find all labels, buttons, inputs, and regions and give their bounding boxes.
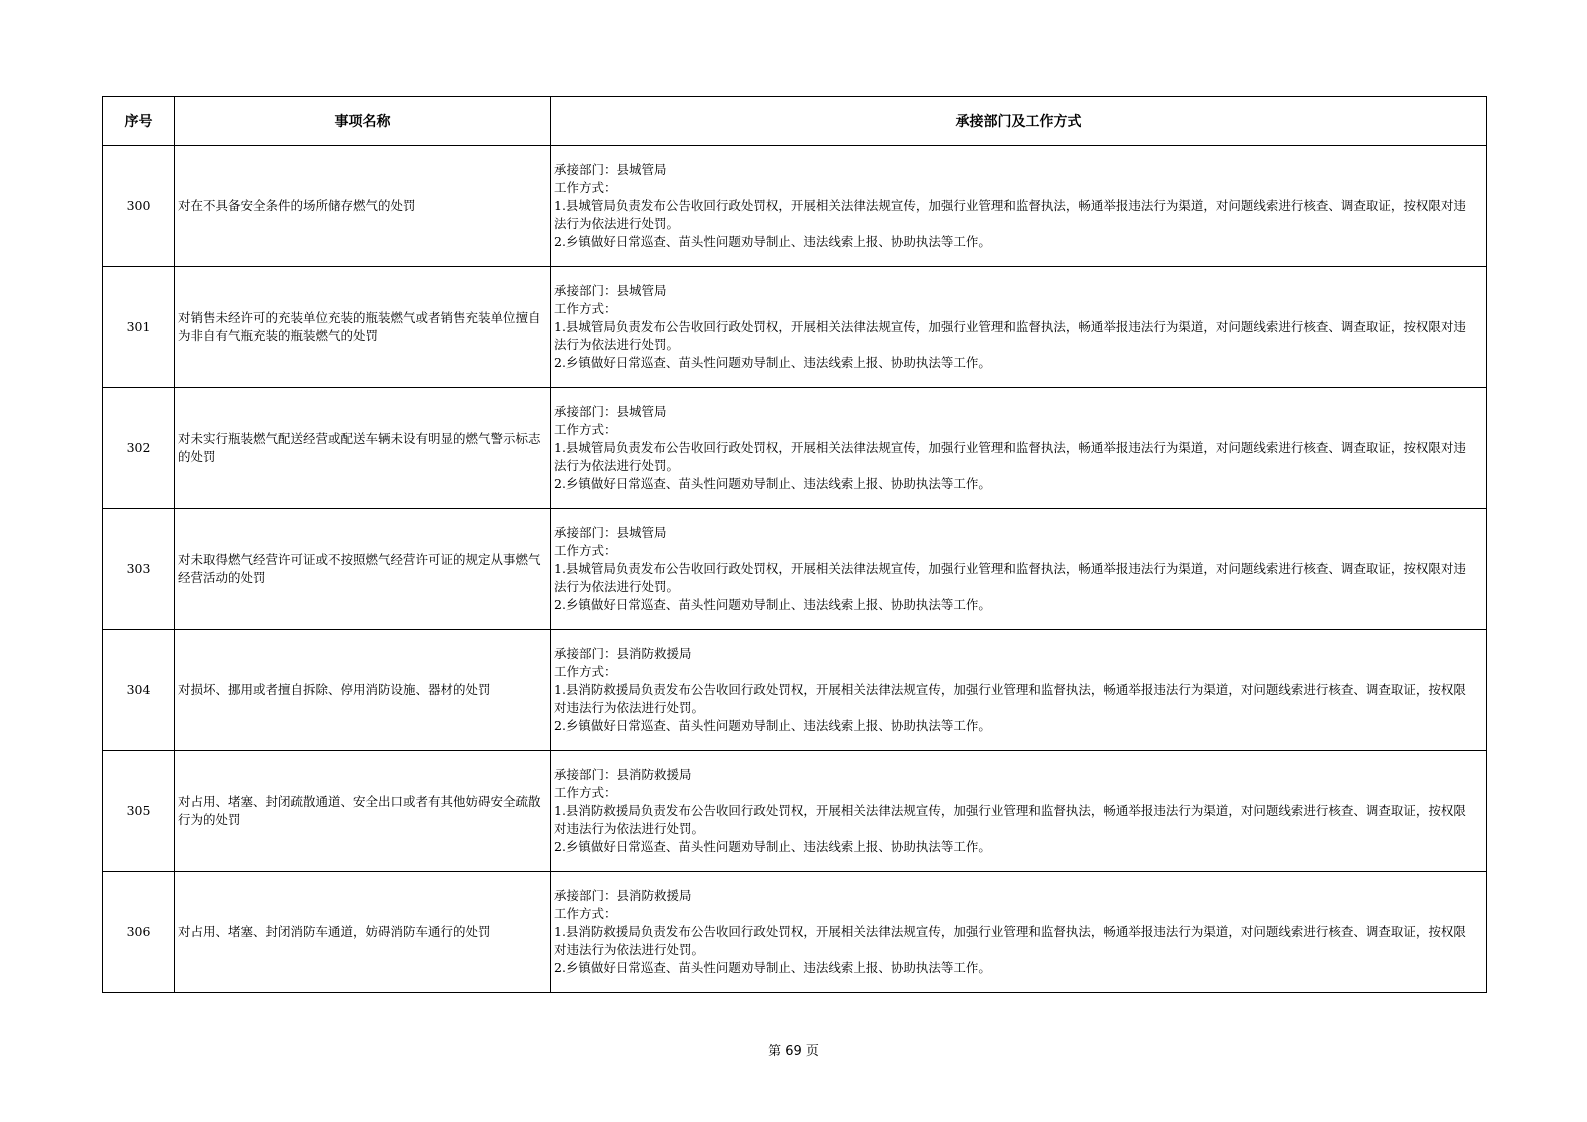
row-number: 302 bbox=[103, 388, 175, 509]
method-label: 工作方式： bbox=[554, 664, 617, 679]
item-name: 对未取得燃气经营许可证或不按照燃气经营许可证的规定从事燃气经营活动的处罚 bbox=[175, 509, 551, 630]
table-row bbox=[103, 751, 1487, 872]
method-item-2: 2.乡镇做好日常巡查、苗头性问题劝导制止、违法线索上报、协助执法等工作。 bbox=[554, 960, 991, 975]
method-label: 工作方式： bbox=[554, 906, 617, 921]
item-name: 对损坏、挪用或者擅自拆除、停用消防设施、器材的处罚 bbox=[175, 630, 551, 751]
method-label: 工作方式： bbox=[554, 180, 617, 195]
page-number: 第 69 页 bbox=[768, 1044, 819, 1059]
dept-line: 承接部门：县消防救援局 bbox=[554, 767, 692, 782]
table-row bbox=[103, 630, 1487, 751]
method-item-1: 1.县消防救援局负责发布公告收回行政处罚权，开展相关法律法规宣传，加强行业管理和监督执法，畅通举报违法行为渠道，对问题线索进行核查、调查取证，按权限对违法行为依法进行处罚。 bbox=[554, 924, 1466, 957]
method-label: 工作方式： bbox=[554, 301, 617, 316]
method-label: 工作方式： bbox=[554, 422, 617, 437]
header-name: 事项名称 bbox=[175, 97, 551, 146]
method-cell bbox=[551, 751, 1487, 872]
item-name: 对销售未经许可的充装单位充装的瓶装燃气或者销售充装单位擅自为非自有气瓶充装的瓶装燃气的处罚 bbox=[175, 267, 551, 388]
row-number: 305 bbox=[103, 751, 175, 872]
method-item-2: 2.乡镇做好日常巡查、苗头性问题劝导制止、违法线索上报、协助执法等工作。 bbox=[554, 476, 991, 491]
dept-line: 承接部门：县消防救援局 bbox=[554, 888, 692, 903]
method-item-2: 2.乡镇做好日常巡查、苗头性问题劝导制止、违法线索上报、协助执法等工作。 bbox=[554, 718, 991, 733]
method-item-1: 1.县城管局负责发布公告收回行政处罚权，开展相关法律法规宣传，加强行业管理和监督执法，畅通举报违法行为渠道，对问题线索进行核查、调查取证，按权限对违法行为依法进行处罚。 bbox=[554, 198, 1466, 231]
method-cell bbox=[551, 267, 1487, 388]
header-row bbox=[103, 97, 1487, 146]
row-number: 300 bbox=[103, 146, 175, 267]
method-item-1: 1.县城管局负责发布公告收回行政处罚权，开展相关法律法规宣传，加强行业管理和监督执法，畅通举报违法行为渠道，对问题线索进行核查、调查取证，按权限对违法行为依法进行处罚。 bbox=[554, 319, 1466, 352]
method-item-2: 2.乡镇做好日常巡查、苗头性问题劝导制止、违法线索上报、协助执法等工作。 bbox=[554, 597, 991, 612]
method-cell bbox=[551, 388, 1487, 509]
method-cell bbox=[551, 509, 1487, 630]
method-cell bbox=[551, 146, 1487, 267]
table-row bbox=[103, 267, 1487, 388]
row-number: 306 bbox=[103, 872, 175, 993]
row-number: 303 bbox=[103, 509, 175, 630]
dept-line: 承接部门：县城管局 bbox=[554, 404, 667, 419]
item-name: 对在不具备安全条件的场所储存燃气的处罚 bbox=[175, 146, 551, 267]
method-item-1: 1.县城管局负责发布公告收回行政处罚权，开展相关法律法规宣传，加强行业管理和监督执法，畅通举报违法行为渠道，对问题线索进行核查、调查取证，按权限对违法行为依法进行处罚。 bbox=[554, 561, 1466, 594]
dept-line: 承接部门：县消防救援局 bbox=[554, 646, 692, 661]
row-number: 301 bbox=[103, 267, 175, 388]
method-cell bbox=[551, 630, 1487, 751]
item-name: 对未实行瓶装燃气配送经营或配送车辆未设有明显的燃气警示标志的处罚 bbox=[175, 388, 551, 509]
method-item-1: 1.县消防救援局负责发布公告收回行政处罚权，开展相关法律法规宣传，加强行业管理和监督执法，畅通举报违法行为渠道，对问题线索进行核查、调查取证，按权限对违法行为依法进行处罚。 bbox=[554, 682, 1466, 715]
header-method: 承接部门及工作方式 bbox=[551, 97, 1487, 146]
method-item-2: 2.乡镇做好日常巡查、苗头性问题劝导制止、违法线索上报、协助执法等工作。 bbox=[554, 839, 991, 854]
dept-line: 承接部门：县城管局 bbox=[554, 283, 667, 298]
dept-line: 承接部门：县城管局 bbox=[554, 162, 667, 177]
header-no: 序号 bbox=[103, 97, 175, 146]
method-item-2: 2.乡镇做好日常巡查、苗头性问题劝导制止、违法线索上报、协助执法等工作。 bbox=[554, 234, 991, 249]
item-name: 对占用、堵塞、封闭消防车通道，妨碍消防车通行的处罚 bbox=[175, 872, 551, 993]
row-number: 304 bbox=[103, 630, 175, 751]
dept-line: 承接部门：县城管局 bbox=[554, 525, 667, 540]
table-row bbox=[103, 509, 1487, 630]
method-item-1: 1.县城管局负责发布公告收回行政处罚权，开展相关法律法规宣传，加强行业管理和监督执法，畅通举报违法行为渠道，对问题线索进行核查、调查取证，按权限对违法行为依法进行处罚。 bbox=[554, 440, 1466, 473]
method-cell bbox=[551, 872, 1487, 993]
table-row bbox=[103, 146, 1487, 267]
table-row bbox=[103, 388, 1487, 509]
data-table bbox=[102, 96, 1487, 993]
method-label: 工作方式： bbox=[554, 785, 617, 800]
method-item-2: 2.乡镇做好日常巡查、苗头性问题劝导制止、违法线索上报、协助执法等工作。 bbox=[554, 355, 991, 370]
method-item-1: 1.县消防救援局负责发布公告收回行政处罚权，开展相关法律法规宣传，加强行业管理和监督执法，畅通举报违法行为渠道，对问题线索进行核查、调查取证，按权限对违法行为依法进行处罚。 bbox=[554, 803, 1466, 836]
table-row bbox=[103, 872, 1487, 993]
method-label: 工作方式： bbox=[554, 543, 617, 558]
item-name: 对占用、堵塞、封闭疏散通道、安全出口或者有其他妨碍安全疏散行为的处罚 bbox=[175, 751, 551, 872]
